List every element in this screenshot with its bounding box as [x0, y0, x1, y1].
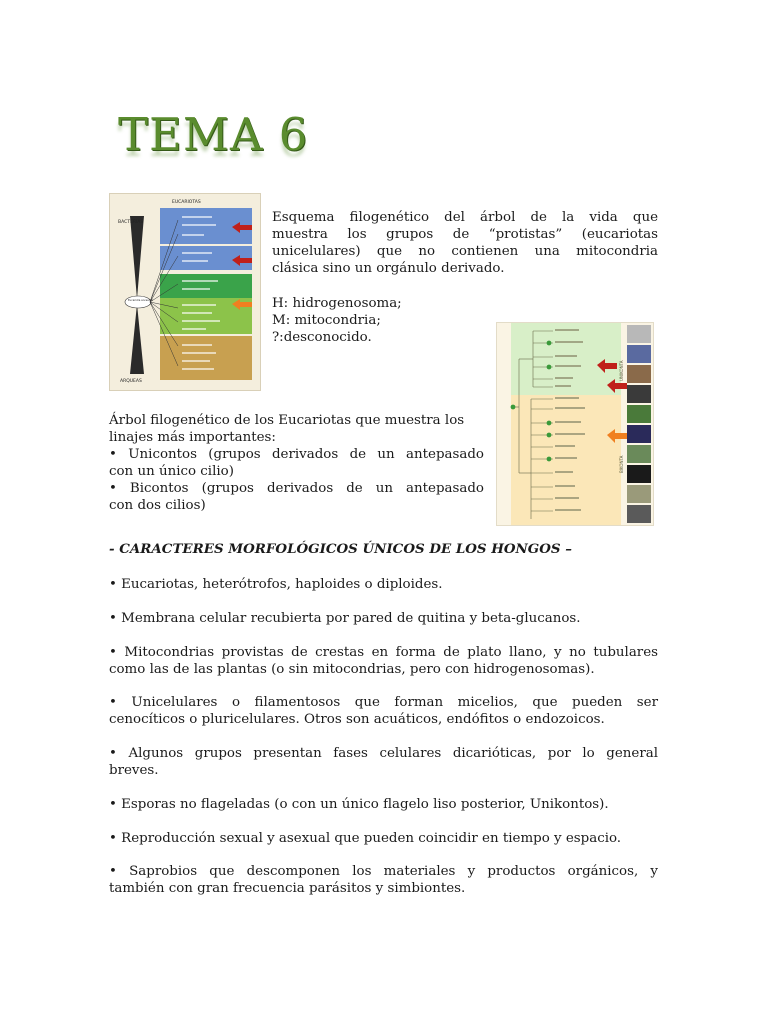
bullet-item — [109, 576, 658, 593]
ancestor-label: Eucariota ancestral — [128, 299, 154, 302]
tree-of-life-figure — [109, 193, 261, 391]
bullet-text: • Membrana celular recubierta por pared de quitina y beta-glucanos. — [109, 611, 581, 626]
description-line: clásica sino un orgánulo derivado. — [272, 261, 505, 276]
bullet-item — [109, 610, 658, 627]
bullet-text: • Mitocondrias provistas de crestas en forma de plato llano, y no tubulares — [109, 645, 658, 660]
bullet-text: • Unicelulares o filamentosos que forman micelios, que pueden ser — [109, 695, 658, 710]
bullet-text: • Esporas no flageladas (o con un único flagelo liso posterior, Unikontos). — [109, 797, 609, 812]
caption-bullet-bikonts: • Bicontos (grupos derivados de un antepasado — [109, 481, 484, 496]
bullet-text: • Eucariotas, heterótrofos, haploides o diploides. — [109, 577, 443, 592]
caption-line: con dos cilios) — [109, 498, 206, 513]
bullet-item — [109, 644, 658, 678]
caption-bullet-unikonts: • Unicontos (grupos derivados de un antepasado — [109, 447, 484, 462]
bullet-item — [109, 694, 658, 728]
figure-description — [272, 209, 658, 277]
caption-line: con un único cilio) — [109, 464, 234, 479]
bullet-text: • Saprobios que descomponen los materiales y productos orgánicos, y — [109, 864, 658, 879]
bullet-item — [109, 863, 658, 897]
description-line: Esquema filogenético del árbol de la vida que — [272, 210, 658, 225]
bullet-text: cenocíticos o pluricelulares. Otros son acuáticos, endófitos o endozoicos. — [109, 712, 605, 727]
tree-caption — [109, 412, 484, 514]
eukaryote-tree-figure — [496, 322, 654, 526]
caption-line: Árbol filogenético de los Eucariotas que muestra los — [109, 413, 465, 428]
page-title: TEMA 6 — [118, 108, 309, 161]
bikonta-label: BIKONTA — [619, 455, 624, 473]
caption-line: linajes más importantes: — [109, 430, 276, 445]
section-heading: - CARACTERES MORFOLÓGICOS ÚNICOS DE LOS HONGOS – — [109, 541, 572, 557]
unikonta-label: UNIKONTA — [619, 360, 624, 381]
description-line: unicelulares) que no contienen una mitocondria — [272, 244, 658, 259]
bullet-item — [109, 745, 658, 779]
legend-hydrogenosome: H: hidrogenosoma; — [272, 296, 402, 311]
bullet-text: • Reproducción sexual y asexual que pueden coincidir en tiempo y espacio. — [109, 831, 622, 846]
bullet-text: como las de las plantas (o sin mitocondrias, pero con hidrogenosomas). — [109, 662, 595, 677]
eukaryote-tree-svg — [497, 323, 653, 525]
legend-unknown: ?:desconocido. — [272, 330, 372, 345]
archaea-label: ARQUEAS — [120, 379, 142, 384]
bullet-item — [109, 796, 658, 813]
figure-legend — [272, 295, 492, 346]
eukarya-label: EUCARIOTAS — [172, 200, 201, 205]
legend-mitochondria: M: mitocondria; — [272, 313, 381, 328]
bullet-text: breves. — [109, 763, 159, 778]
bullet-text: • Algunos grupos presentan fases celulares dicarióticas, por lo general — [109, 746, 658, 761]
description-line: muestra los grupos de “protistas” (eucariotas — [272, 227, 658, 242]
bacteria-label: BACTERIAS — [118, 220, 144, 225]
bullet-text: también con gran frecuencia parásitos y simbiontes. — [109, 881, 466, 896]
bullet-item — [109, 830, 658, 847]
tree-of-life-svg — [110, 194, 260, 390]
